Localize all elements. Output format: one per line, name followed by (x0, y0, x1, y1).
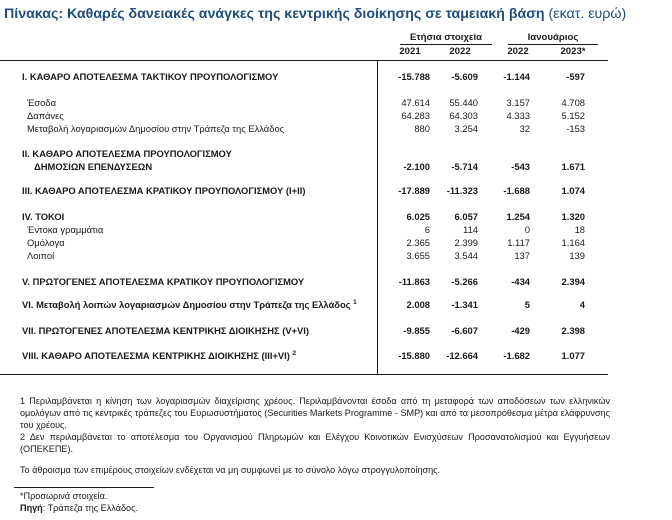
cell-value: 1.320 (561, 211, 585, 222)
row-label (27, 237, 65, 248)
cell-value: 3.655 (406, 250, 430, 261)
cell-value: 4.708 (561, 97, 585, 108)
cell-value: 4 (579, 299, 585, 310)
cell-value: -2.100 (403, 161, 430, 172)
row-label-text: Ομόλογα (27, 237, 65, 248)
cell-value: -5.266 (451, 276, 478, 287)
table-row (0, 250, 620, 264)
cell-value: 2.399 (454, 237, 478, 248)
row-label (34, 161, 152, 172)
cell-value: 64.303 (449, 110, 478, 121)
row-label (22, 276, 304, 287)
row-label (27, 123, 284, 134)
header-annual: Ετήσια στοιχεία (409, 32, 483, 43)
rounding-note: Το άθροισμα των επιμέρους στοιχείων ενδέχεται να μη συμφωνεί με το σύνολο λόγω στρογγυλοποίησης. (20, 465, 441, 475)
footnote-2: 2 Δεν περιλαμβάνεται το αποτέλεσμα του Οργανισμού Πληρωμών και Ελέγχου Κοινοτικών Ενισχύσεων Προσανατολισμού και Εγγυήσεων (ΟΠΕΚΕΠΕ). (20, 432, 610, 454)
table-row (0, 350, 620, 364)
cell-value: 0 (524, 224, 530, 235)
cell-value: 3.254 (454, 123, 478, 134)
cell-value: 1.254 (506, 211, 530, 222)
cell-value: 139 (569, 250, 585, 261)
source-label: Πηγή (20, 503, 43, 513)
footnote-marker: 1 (353, 298, 357, 306)
table-row (0, 237, 620, 251)
table-row (0, 211, 620, 225)
table-row (0, 185, 620, 199)
header-year-2: 2022 (449, 46, 471, 57)
row-label-text: ΙΙ. ΚΑΘΑΡΟ ΑΠΟΤΕΛΕΣΜΑ ΠΡΟΥΠΟΛΟΓΙΣΜΟΥ (22, 148, 232, 159)
cell-value: -12.664 (446, 350, 478, 361)
cell-value: 114 (463, 224, 478, 235)
row-label-text: VI. Μεταβολή λοιπών λογαριασμών Δημοσίου στην Τράπεζα της Ελλάδος (22, 299, 351, 310)
row-label-text: Λοιποί (27, 250, 55, 261)
row-label (27, 97, 56, 108)
cell-value: -597 (566, 71, 585, 82)
cell-value: -15.788 (398, 71, 430, 82)
table-row (0, 299, 620, 313)
cell-value: -5.714 (451, 161, 478, 172)
row-label-text: Δαπάνες (27, 110, 64, 121)
table-row (0, 110, 620, 124)
cell-value: 2.398 (561, 325, 585, 336)
footer (20, 490, 420, 514)
table-row (0, 325, 620, 339)
cell-value: 47.614 (401, 97, 430, 108)
row-label-text: V. ΠΡΩΤΟΓΕΝΕΣ ΑΠΟΤΕΛΕΣΜΑ ΚΡΑΤΙΚΟΥ ΠΡΟΥΠΟΛΟΓΙΣΜΟΥ (22, 276, 305, 287)
source-line (20, 502, 420, 514)
row-label (22, 325, 309, 336)
row-label-text: Έσοδα (27, 97, 56, 108)
header-year-1: 2021 (399, 46, 421, 57)
header-year-4: 2023* (560, 46, 586, 57)
row-label-text: VII. ΠΡΩΤΟΓΕΝΕΣ ΑΠΟΤΕΛΕΣΜΑ ΚΕΝΤΡΙΚΗΣ ΔΙΟΙΚΗΣΗΣ (V+VI) (22, 325, 310, 336)
row-label-text: Μεταβολή λογαριασμών Δημοσίου στην Τράπεζα της Ελλάδος (27, 123, 285, 134)
table-row (0, 123, 620, 137)
row-label (22, 211, 64, 222)
cell-value: 6.025 (406, 211, 430, 222)
cell-value: 3.544 (454, 250, 478, 261)
cell-value: -11.863 (398, 276, 430, 287)
cell-value: -15.880 (398, 350, 430, 361)
table-row (0, 276, 620, 290)
cell-value: -434 (511, 276, 530, 287)
row-label (27, 224, 103, 235)
table-row (0, 161, 620, 175)
row-label (27, 110, 64, 121)
row-label-text: ΔΗΜΟΣΙΩΝ ΕΠΕΝΔΥΣΕΩΝ (34, 161, 153, 172)
cell-value: 137 (514, 250, 530, 261)
source-text: : Τράπεζα της Ελλάδος. (42, 503, 138, 513)
cell-value: -429 (511, 325, 530, 336)
footnotes (20, 395, 610, 476)
cell-value: 55.440 (449, 97, 478, 108)
row-label (22, 71, 278, 82)
cell-value: 1.077 (561, 350, 585, 361)
cell-value: -11.323 (446, 185, 478, 196)
row-label-text: Ι. ΚΑΘΑΡΟ ΑΠΟΤΕΛΕΣΜΑ ΤΑΚΤΙΚΟΥ ΠΡΟΥΠΟΛΟΓΙΣΜΟΥ (22, 71, 279, 82)
row-label (22, 185, 305, 196)
footer-separator (14, 487, 154, 488)
cell-value: 5 (524, 299, 530, 310)
cell-value: 2.365 (406, 237, 430, 248)
cell-value: -1.144 (503, 71, 530, 82)
table-row (0, 148, 620, 162)
table-row (0, 71, 620, 85)
cell-value: 64.283 (401, 110, 430, 121)
cell-value: -5.609 (451, 71, 478, 82)
cell-value: 2.008 (406, 299, 430, 310)
cell-value: -543 (511, 161, 530, 172)
table-row (0, 97, 620, 111)
row-label-text: VIII. ΚΑΘΑΡΟ ΑΠΟΤΕΛΕΣΜΑ ΚΕΝΤΡΙΚΗΣ ΔΙΟΙΚΗΣΗΣ (ΙΙΙ+VI) (22, 350, 290, 361)
row-label-text: IV. ΤΟΚΟΙ (22, 211, 65, 222)
cell-value: 1.671 (561, 161, 585, 172)
row-label (22, 148, 232, 159)
cell-value: -17.889 (398, 185, 430, 196)
row-label-text: ΙΙΙ. ΚΑΘΑΡΟ ΑΠΟΤΕΛΕΣΜΑ ΚΡΑΤΙΚΟΥ ΠΡΟΥΠΟΛΟΓΙΣΜΟΥ (Ι+ΙΙ) (22, 185, 306, 196)
row-label-text: Έντοκα γραμμάτια (27, 224, 104, 235)
cell-value: 1.074 (561, 185, 585, 196)
cell-value: -1.341 (451, 299, 478, 310)
footnote-1: 1 Περιλαμβάνεται η κίνηση των λογαριασμών διαχείρισης χρέους. Περιλαμβάνονται έσοδα από τη μεταφορά των αποδόσεων των ελληνικών ομολόγων από τις κεντρικές τράπεζες του Ευρωσυστήματος (Securities Markets Programme - SMP) και από τα μεσοπρόθεσμα μέτρα ελάφρυνσης του χρέους. (20, 396, 610, 430)
header-january: Ιανουάριος (527, 32, 579, 43)
cell-value: -153 (566, 123, 585, 134)
row-label (22, 299, 357, 310)
cell-value: -1.682 (503, 350, 530, 361)
cell-value: 6.057 (454, 211, 478, 222)
cell-value: 5.152 (561, 110, 585, 121)
title-main: Πίνακας: Καθαρές δανειακές ανάγκες της κεντρικής διοίκησης σε ταμειακή βάση (4, 6, 545, 22)
cell-value: -6.607 (451, 325, 478, 336)
footnote-marker: 2 (292, 349, 297, 357)
row-label (27, 250, 54, 261)
table-row (0, 224, 620, 238)
title-unit: (εκατ. ευρώ) (548, 6, 627, 22)
cell-value: 18 (574, 224, 585, 235)
provisional-note: *Προσωρινά στοιχεία. (20, 491, 108, 501)
cell-value: 2.394 (561, 276, 585, 287)
cell-value: 3.157 (506, 97, 530, 108)
cell-value: 1.117 (507, 237, 530, 248)
header-year-3: 2022 (507, 46, 529, 57)
cell-value: 6 (424, 224, 430, 235)
row-label (22, 350, 296, 361)
cell-value: -1.688 (503, 185, 530, 196)
cell-value: 32 (519, 123, 530, 134)
cell-value: 1.164 (561, 237, 585, 248)
cell-value: -9.855 (403, 325, 430, 336)
cell-value: 4.333 (506, 110, 530, 121)
cell-value: 880 (414, 123, 430, 134)
